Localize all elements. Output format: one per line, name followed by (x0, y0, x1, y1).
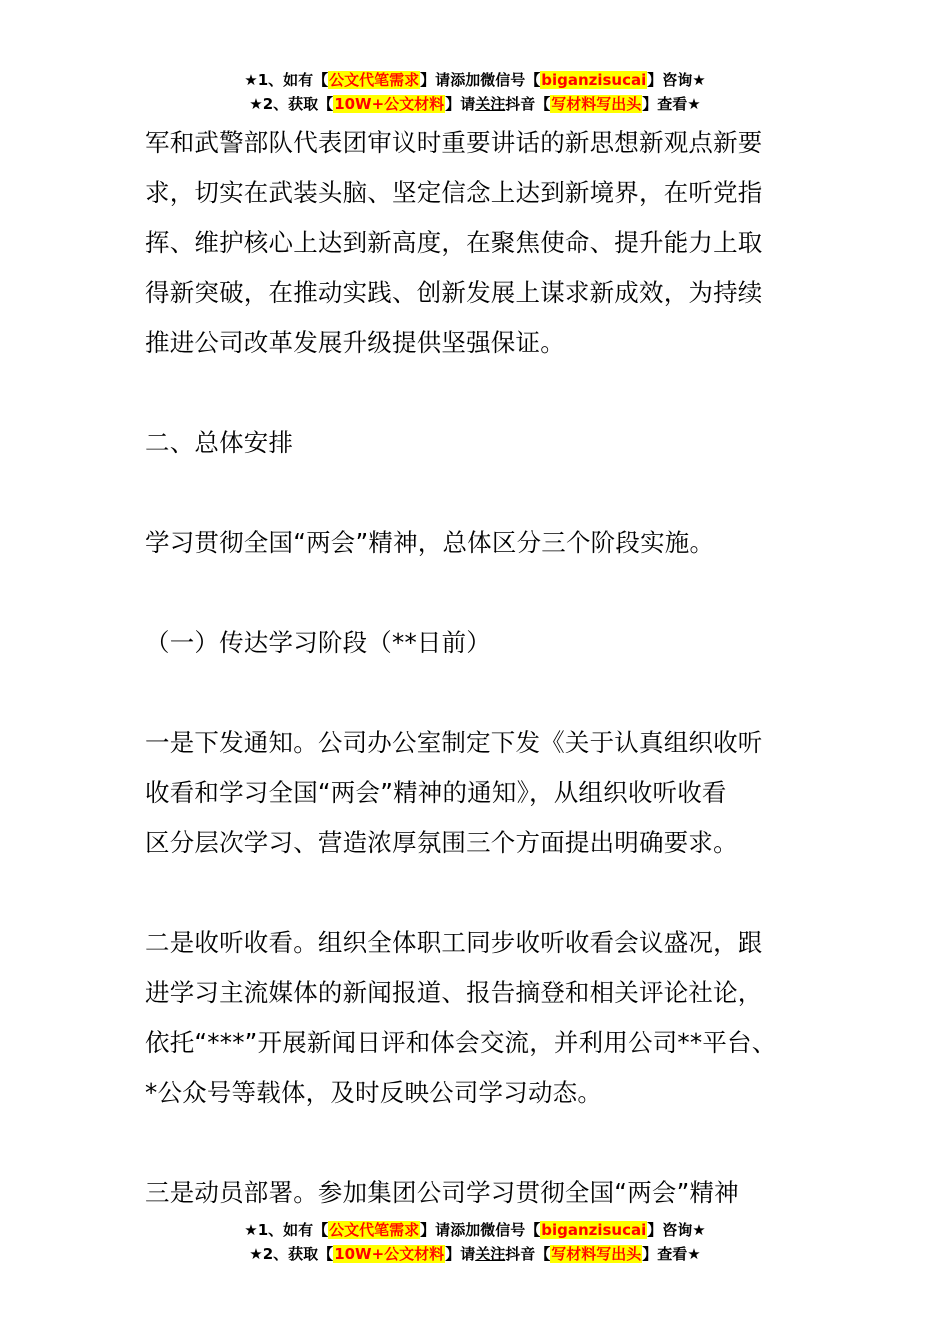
paragraph-line: 二是收听收看。组织全体职工同步收听收看会议盛况，跟 (145, 928, 763, 957)
paragraph-line: 区分层次学习、营造浓厚氛围三个方面提出明确要求。 (145, 828, 738, 857)
banner-text: 微信号【 (480, 71, 541, 89)
banner-text: 抖音【 (505, 95, 551, 113)
banner-text: 关注 (475, 1245, 506, 1263)
bottom-banner (0, 1218, 950, 1266)
section-heading: 二、总体安排 (145, 428, 294, 457)
paragraph-line: 得新突破，在推动实践、创新发展上谋求新成效，为持续 (145, 278, 763, 307)
banner-text: ★1、如有【 (244, 71, 329, 89)
banner-text: ★2、获取【 (249, 95, 334, 113)
banner-highlight: 10W+公文材料 (334, 1245, 445, 1263)
banner-text: 关注 (475, 95, 506, 113)
bottom-banner-line-1 (0, 1218, 950, 1242)
banner-text: 添加 (450, 1221, 481, 1239)
paragraph-line: 进学习主流媒体的新闻报道、报告摘登和相关评论社论， (145, 978, 763, 1007)
paragraph-line: 挥、维护核心上达到新高度，在聚焦使命、提升能力上取 (145, 228, 763, 257)
top-banner (0, 68, 950, 116)
paragraph-line: 学习贯彻全国“两会”精神，总体区分三个阶段实施。 (145, 528, 715, 557)
paragraph-line: 军和武警部队代表团审议时重要讲话的新思想新观点新要 (145, 128, 763, 157)
paragraph-line: 依托“***”开展新闻日评和体会交流，并利用公司**平台、 (145, 1028, 777, 1057)
banner-text: 添加 (450, 71, 481, 89)
douyin-id-highlight: 写材料写出头 (551, 1245, 642, 1263)
banner-highlight: 10W+公文材料 (334, 95, 445, 113)
paragraph-line: *公众号等载体，及时反映公司学习动态。 (145, 1078, 603, 1107)
banner-text: 】请 (420, 1221, 451, 1239)
banner-text: 微信号【 (480, 1221, 541, 1239)
banner-text: ★1、如有【 (244, 1221, 329, 1239)
paragraph-line: 收看和学习全国“两会”精神的通知》，从组织收听收看 (145, 778, 727, 807)
banner-text: ★2、获取【 (249, 1245, 334, 1263)
banner-highlight: 公文代笔需求 (329, 71, 420, 89)
bottom-banner-line-2 (0, 1242, 950, 1266)
banner-text: 】查看★ (642, 1245, 701, 1263)
banner-text: 】咨询★ (647, 1221, 706, 1239)
douyin-id-highlight: 写材料写出头 (551, 95, 642, 113)
document-body (145, 118, 810, 1218)
banner-text: 抖音【 (505, 1245, 551, 1263)
top-banner-line-1 (0, 68, 950, 92)
paragraph-line: 一是下发通知。公司办公室制定下发《关于认真组织收听 (145, 728, 763, 757)
banner-text: 】咨询★ (647, 71, 706, 89)
paragraph-line: 求，切实在武装头脑、坚定信念上达到新境界，在听党指 (145, 178, 763, 207)
banner-text: 】请 (445, 95, 476, 113)
subsection-heading: （一）传达学习阶段（**日前） (145, 628, 491, 657)
top-banner-line-2 (0, 92, 950, 116)
banner-text: 】请 (445, 1245, 476, 1263)
paragraph-line: 推进公司改革发展升级提供坚强保证。 (145, 328, 565, 357)
paragraph-line: 三是动员部署。参加集团公司学习贯彻全国“两会”精神 (145, 1178, 739, 1207)
wechat-id-highlight: biganzisucai (541, 71, 647, 89)
wechat-id-highlight: biganzisucai (541, 1221, 647, 1239)
banner-text: 】查看★ (642, 95, 701, 113)
banner-highlight: 公文代笔需求 (329, 1221, 420, 1239)
banner-text: 】请 (420, 71, 451, 89)
